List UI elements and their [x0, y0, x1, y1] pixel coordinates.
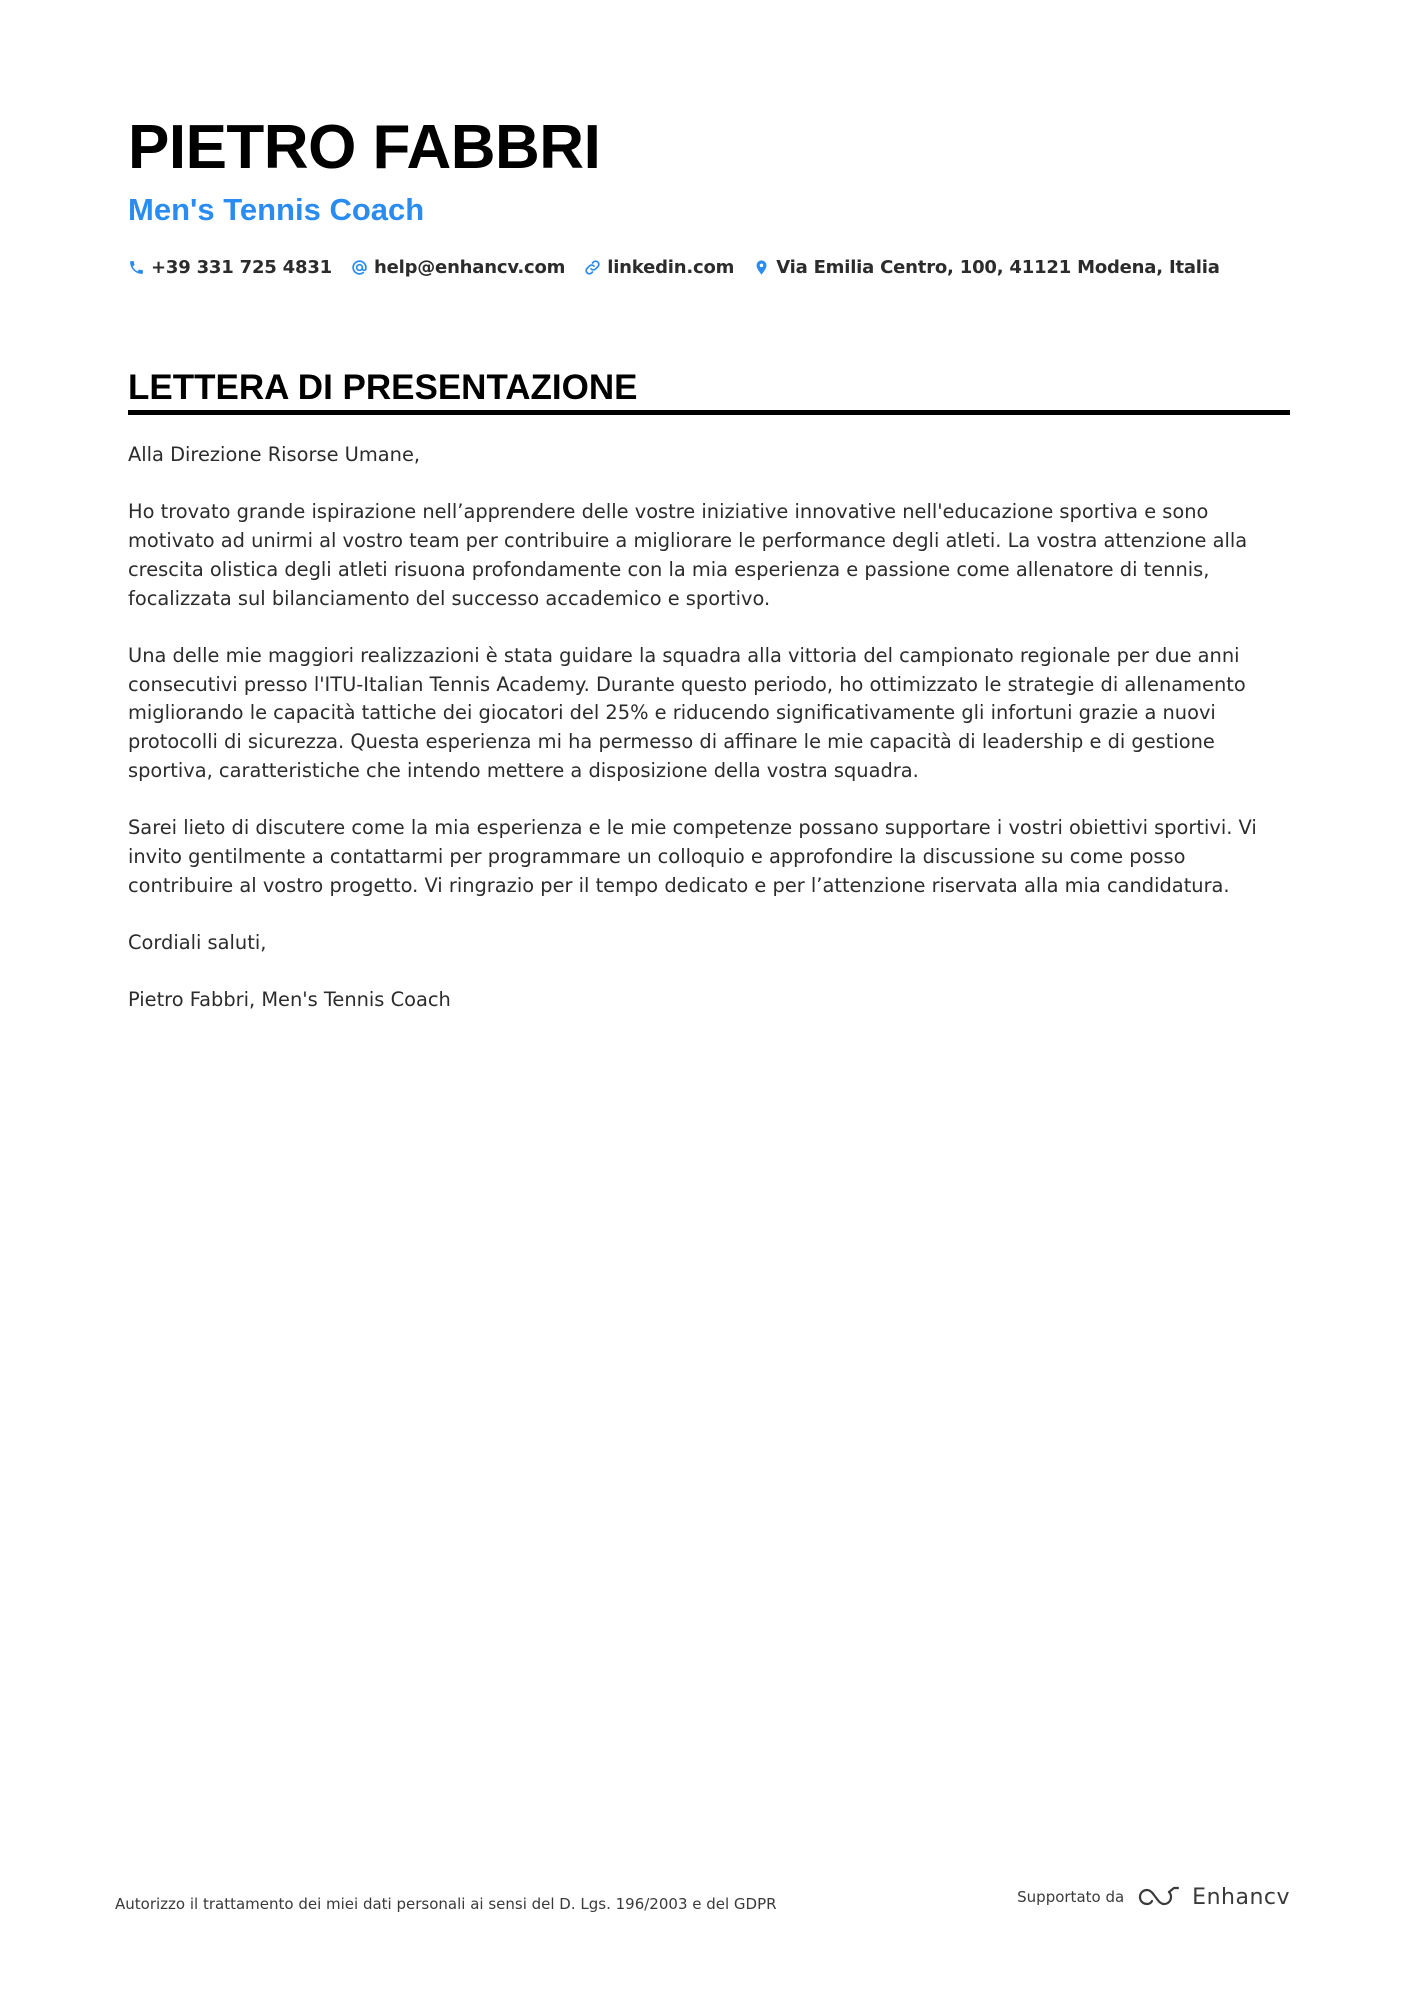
contact-address — [753, 257, 1220, 278]
letter-closing: Cordiali saluti, — [128, 930, 267, 954]
letter-body — [128, 441, 1296, 1044]
letter-paragraph-3: Sarei lieto di discutere come la mia esperienza e le mie competenze possano supportare i vostri obiettivi sportivi. Vi invito gentilmente a contattarmi per programmare un colloquio e approfondire la discussione su come posso contribuire al vostro progetto. Vi ringrazio per il tempo dedicato e per l’attenzione riservata alla mia candidatura. — [128, 816, 1257, 897]
contact-address-text: Via Emilia Centro, 100, 41121 Modena, Italia — [776, 256, 1220, 278]
at-icon — [351, 259, 368, 276]
contact-email[interactable] — [351, 257, 565, 278]
section-divider — [128, 410, 1290, 415]
contact-phone-text: +39 331 725 4831 — [151, 256, 332, 278]
letter-paragraph-2: Una delle mie maggiori realizzazioni è stata guidare la squadra alla vittoria del campionato regionale per due anni consecutivi presso l'ITU-Italian Tennis Academy. Durante questo periodo, ho ottimizzato le strategie di allenamento migliorando le capacità tattiche dei giocatori del 25% e riducendo significativamente gli infortuni grazie a nuovi protocolli di sicurezza. Questa esperienza mi ha permesso di affinare le mie capacità di leadership e di gestione sportiva, caratteristiche che intendo mettere a disposizione della vostra squadra. — [128, 643, 1246, 782]
contact-phone[interactable] — [128, 257, 332, 278]
footer-brand[interactable] — [1017, 1884, 1290, 1910]
contact-bar — [128, 254, 1239, 280]
powered-by-label: Supportato da — [1017, 1888, 1125, 1906]
candidate-role: Men's Tennis Coach — [128, 192, 425, 227]
enhancv-logo-icon — [1136, 1884, 1182, 1910]
letter-paragraph-1: Ho trovato grande ispirazione nell’apprendere delle vostre iniziative innovative nell'educazione sportiva e sono motivato ad unirmi al vostro team per contribuire a migliorare le performance degli atleti. La vostra attenzione alla crescita olistica degli atleti risuona profondamente con la mia esperienza e passione come allenatore di tennis, focalizzata sul bilanciamento del successo accademico e sportivo. — [128, 500, 1248, 610]
contact-linkedin[interactable] — [584, 257, 734, 278]
phone-icon — [128, 259, 145, 276]
letter-greeting: Alla Direzione Risorse Umane, — [128, 443, 421, 466]
section-title: LETTERA DI PRESENTAZIONE — [128, 368, 638, 407]
link-icon — [584, 259, 601, 276]
brand-name: Enhancv — [1192, 1884, 1290, 1910]
location-icon — [753, 259, 770, 276]
letter-signature: Pietro Fabbri, Men's Tennis Coach — [128, 988, 451, 1012]
footer-consent: Autorizzo il trattamento dei miei dati personali ai sensi del D. Lgs. 196/2003 e del GDPR — [115, 1895, 777, 1913]
contact-linkedin-text: linkedin.com — [607, 256, 735, 278]
contact-email-text: help@enhancv.com — [373, 256, 566, 278]
candidate-name: PIETRO FABBRI — [128, 113, 601, 182]
